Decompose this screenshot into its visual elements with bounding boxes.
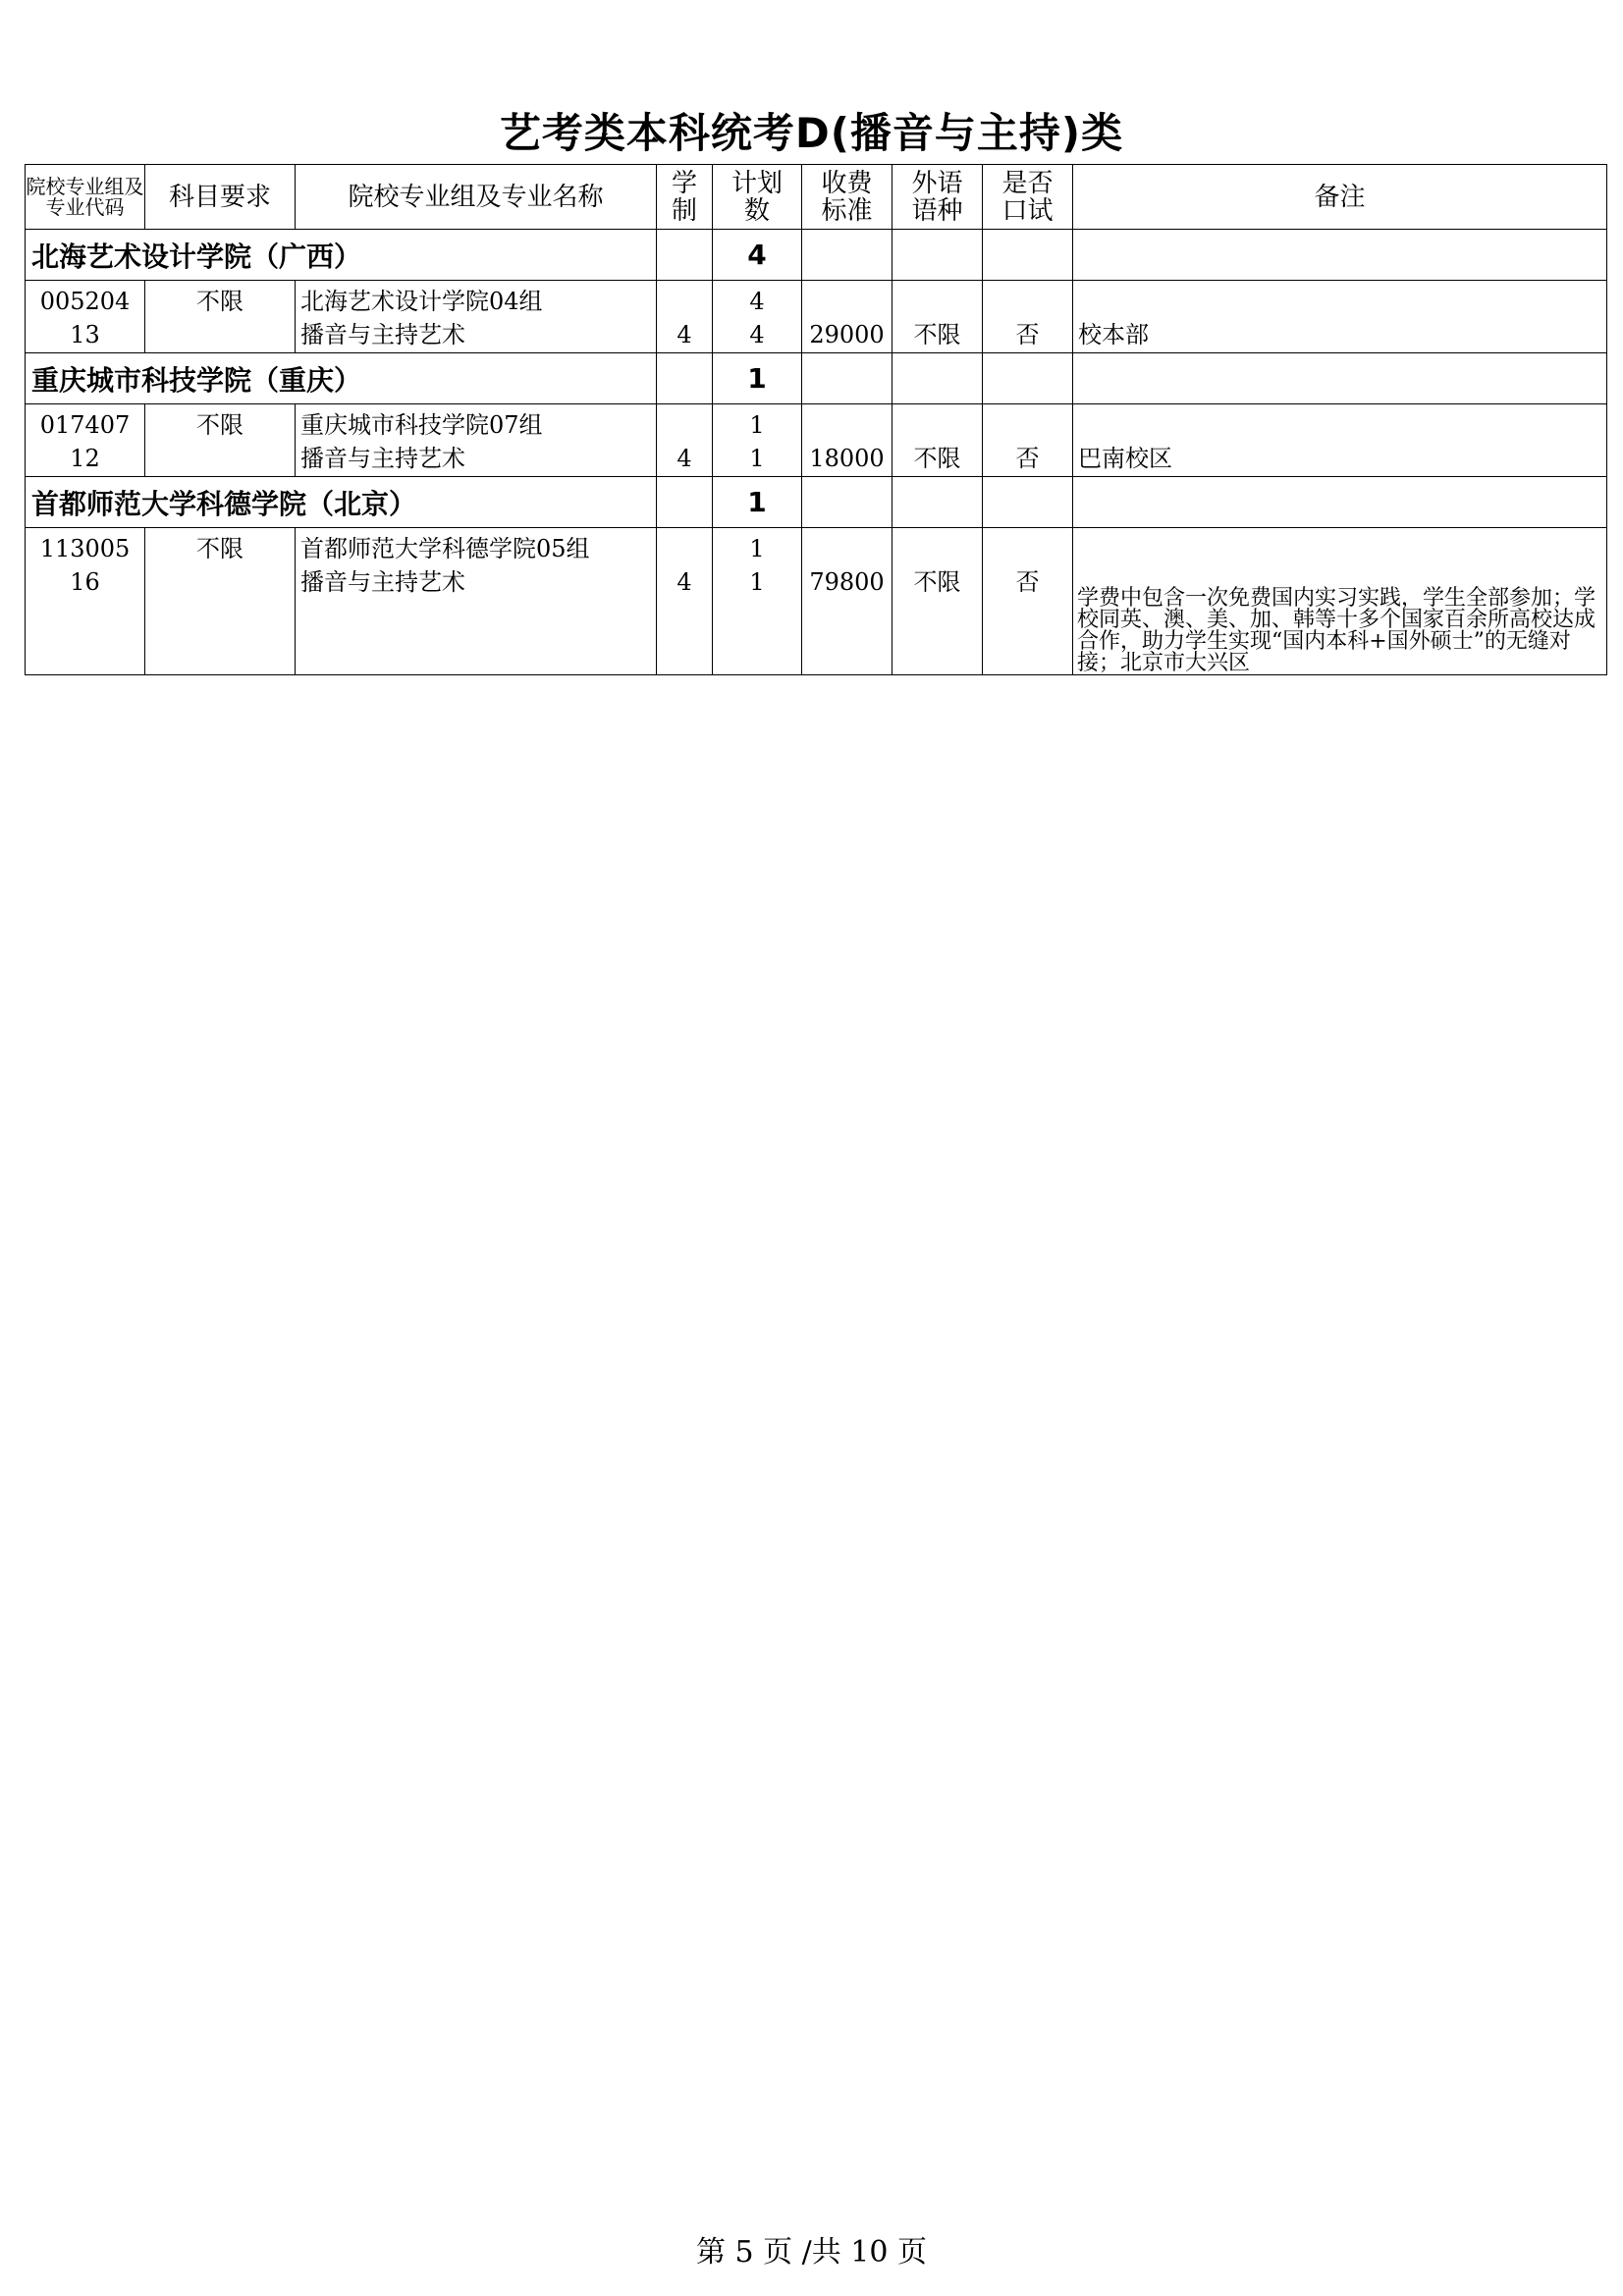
oral-exam: 否 [1015,445,1040,472]
group-plan: 1 [749,535,765,562]
subject-requirement: 不限 [196,288,243,315]
header-remark: 备注 [1073,165,1607,230]
school-row [26,353,1607,404]
language: 不限 [913,445,961,472]
header-lang: 外语语种 [893,165,983,230]
group-code: 005204 [39,288,131,315]
school-total: 1 [713,477,802,528]
remark: 巴南校区 [1078,445,1172,472]
school-total: 1 [713,353,802,404]
group-name: 重庆城市科技学院07组 [300,411,543,439]
group-plan: 4 [749,288,765,315]
group-name: 首都师范大学科德学院05组 [300,535,590,562]
remark: 学费中包含一次免费国内实习实践，学生全部参加；学校同英、澳、美、加、韩等十多个国家百余所高校达成合作，助力学生实现“国内本科+国外硕士”的无缝对接；北京市大兴区 [1077,586,1596,675]
oral-exam: 否 [1015,321,1040,348]
fee: 29000 [809,321,885,348]
page-number: 第 5 页 /共 10 页 [695,2235,928,2269]
major-code: 12 [70,445,100,472]
major-name: 播音与主持艺术 [300,568,465,596]
major-code: 13 [70,321,100,348]
oral-exam: 否 [1015,568,1040,596]
years: 4 [676,568,692,596]
table-header [26,165,1607,230]
school-total: 4 [713,230,802,281]
school-row [26,477,1607,528]
admission-table [25,164,1607,675]
remark: 校本部 [1078,321,1149,348]
school-name: 首都师范大学科德学院（北京） [26,477,657,528]
header-years: 学制 [657,165,713,230]
major-code: 16 [70,568,100,596]
group-name: 北海艺术设计学院04组 [300,288,543,315]
table-row [26,404,1607,477]
subject-requirement: 不限 [196,535,243,562]
school-name: 北海艺术设计学院（广西） [26,230,657,281]
header-fee: 收费标准 [802,165,893,230]
table-row [26,281,1607,353]
major-name: 播音与主持艺术 [300,321,465,348]
school-name: 重庆城市科技学院（重庆） [26,353,657,404]
header-oral: 是否口试 [983,165,1073,230]
language: 不限 [913,321,961,348]
fee: 79800 [809,568,885,596]
group-code: 017407 [39,411,131,439]
language: 不限 [913,568,961,596]
major-name: 播音与主持艺术 [300,445,465,472]
group-code: 113005 [39,535,131,562]
major-plan: 1 [749,568,765,596]
subject-requirement: 不限 [196,411,243,439]
table-row [26,528,1607,675]
fee: 18000 [809,445,885,472]
header-plan: 计划数 [713,165,802,230]
page-title: 艺考类本科统考D(播音与主持)类 [499,109,1124,157]
major-plan: 1 [749,445,765,472]
years: 4 [676,445,692,472]
major-plan: 4 [749,321,765,348]
header-subject: 科目要求 [145,165,296,230]
years: 4 [676,321,692,348]
school-row [26,230,1607,281]
header-name: 院校专业组及专业名称 [296,165,657,230]
group-plan: 1 [749,411,765,439]
header-code: 院校专业组及专业代码 [26,165,145,230]
